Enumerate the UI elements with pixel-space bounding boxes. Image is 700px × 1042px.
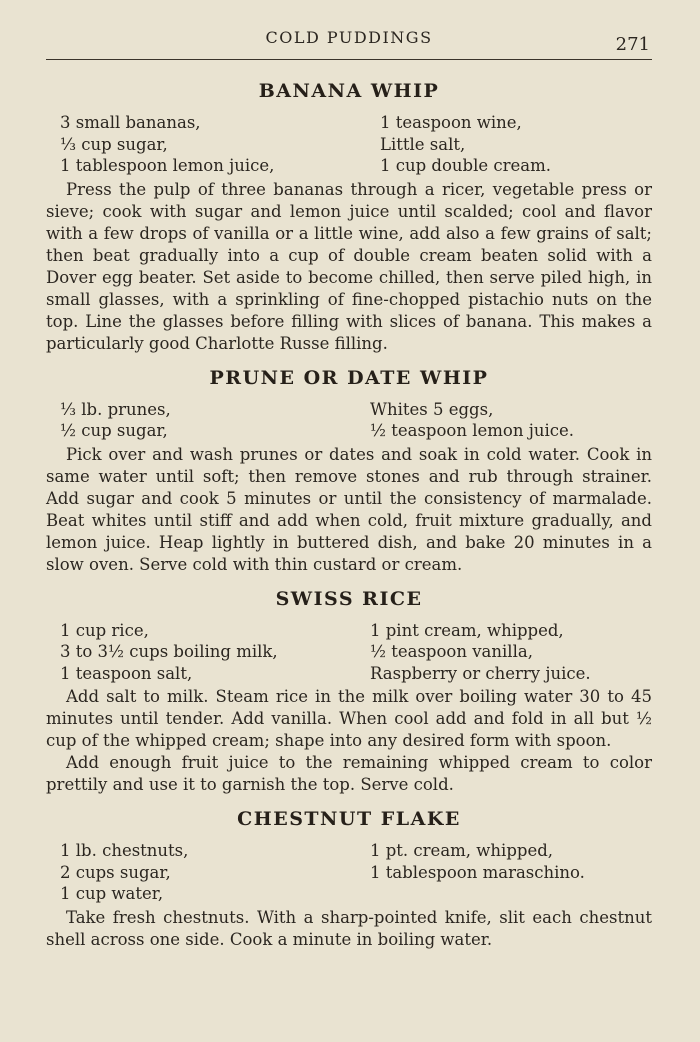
ingredient: 1 teaspoon wine,: [380, 113, 522, 132]
recipe-paragraph: Add enough fruit juice to the remaining whipped cream to color prettily and use it to garnish the top. Serve cold.: [46, 753, 652, 794]
ingredient: Whites 5 eggs,: [370, 399, 494, 419]
ingredient: 1 pt. cream, whipped,: [370, 841, 554, 860]
ingredient-list: [60, 399, 652, 442]
ingredient: 2 cups sugar,: [60, 862, 171, 882]
ingredient: 3 small bananas,: [60, 113, 201, 132]
ingredient: [370, 883, 652, 905]
ingredient: 1 tablespoon maraschino.: [370, 862, 585, 882]
ingredient-list: [60, 840, 652, 905]
recipe-paragraph: Take fresh chestnuts. With a sharp-pointed knife, slit each chestnut shell across one side. Cook a minute in boiling water.: [46, 907, 652, 949]
recipe-prune-or-date-whip: [46, 367, 652, 576]
ingredient-list: [60, 620, 652, 685]
recipe-paragraph: Press the pulp of three bananas through a ricer, vegetable press or sieve; cook with sugar and lemon juice until scalded; cool and flavor with a few drops of vanilla or a little wine, add also a few grains of salt; then beat gradually into a cup of double cream beaten solid with a Dover egg beater. Set aside to become chilled, then serve piled high, in small glasses, with a sprinkling of fine-chopped pistachio nuts on the top. Line the glasses before filling with slices of banana. This makes a particularly good Charlotte Russe filling.: [46, 179, 652, 353]
ingredient: ½ teaspoon lemon juice.: [370, 421, 575, 440]
ingredient: 1 cup rice,: [60, 620, 149, 640]
recipe-title: PRUNE OR DATE WHIP: [209, 366, 489, 389]
ingredient-list: [60, 112, 652, 177]
ingredient: Raspberry or cherry juice.: [370, 663, 591, 683]
ingredient: 1 teaspoon salt,: [60, 663, 193, 683]
ingredient: 1 cup double cream.: [380, 156, 552, 175]
ingredient: ½ teaspoon vanilla,: [370, 642, 533, 661]
ingredient: ⅓ lb. prunes,: [60, 399, 171, 419]
recipe-paragraph: Add salt to milk. Steam rice in the milk over boiling water 30 to 45 minutes until tender. Add vanilla. When cool add and fold in all but ½ cup of the whipped cream; shape into any desired form with spoon.: [46, 687, 652, 750]
recipe-title: BANANA WHIP: [258, 80, 440, 102]
header-rule: [46, 59, 652, 60]
ingredient: 1 cup water,: [60, 884, 164, 903]
ingredient: 1 tablespoon lemon juice,: [60, 156, 275, 175]
ingredient: 1 lb. chestnuts,: [60, 841, 189, 860]
recipe-banana-whip: [46, 80, 652, 355]
running-head: [46, 24, 652, 60]
ingredient: Little salt,: [380, 134, 466, 154]
ingredient: ½ cup sugar,: [60, 421, 168, 440]
ingredient: 3 to 3½ cups boiling milk,: [60, 642, 278, 661]
ingredient: 1 pint cream, whipped,: [370, 620, 564, 640]
recipe-chestnut-flake: [46, 808, 652, 951]
ingredient: ⅓ cup sugar,: [60, 134, 168, 154]
recipe-title: SWISS RICE: [275, 587, 423, 610]
recipe-swiss-rice: [46, 588, 652, 797]
page-content: [46, 76, 652, 963]
running-title: COLD PUDDINGS: [265, 28, 433, 47]
recipe-title: CHESTNUT FLAKE: [237, 808, 461, 830]
recipe-paragraph: Pick over and wash prunes or dates and soak in cold water. Cook in same water until soft; then remove stones and rub through strainer. Add sugar and cook 5 minutes or until the consistency of marmalade. Beat whites until stiff and add when cold, fruit mixture gradually, and lemon juice. Heap lightly in buttered dish, and bake 20 minutes in a slow oven. Serve cold with thin custard or cream.: [46, 444, 652, 574]
page-number: 271: [615, 34, 650, 55]
